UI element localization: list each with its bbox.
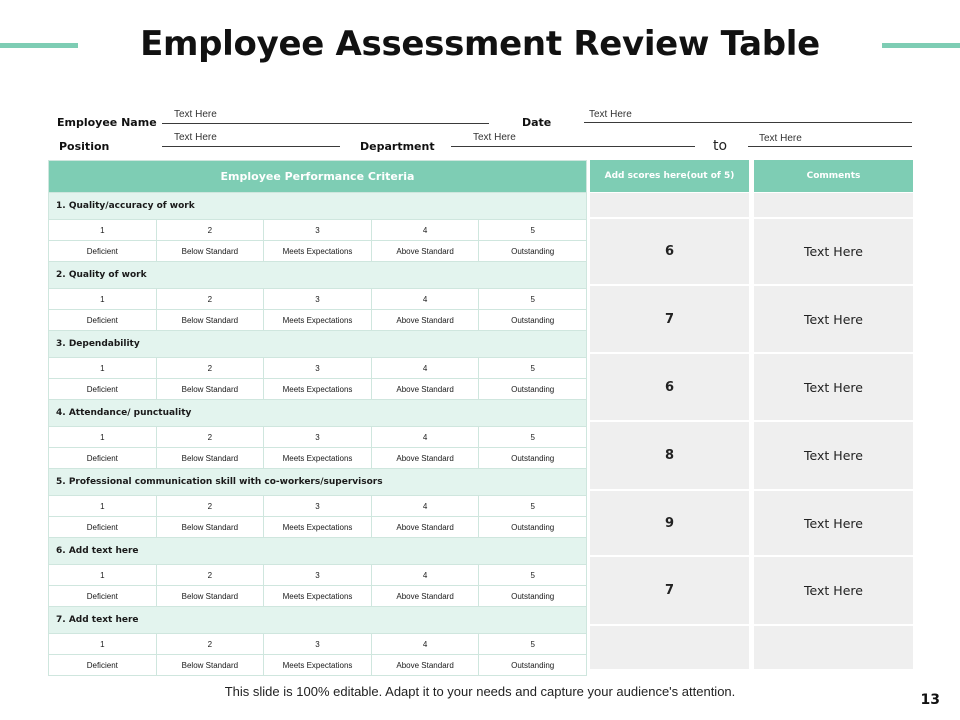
criteria-title: 7. Add text here <box>49 607 587 634</box>
score-value[interactable]: 7 <box>664 311 675 327</box>
scale-label-cell: Outstanding <box>479 241 587 262</box>
scale-label-cell: Below Standard <box>156 241 264 262</box>
comment-value[interactable]: Text Here <box>804 244 863 259</box>
criteria-header: Employee Performance Criteria <box>49 161 587 193</box>
scale-number-cell[interactable]: 4 <box>371 565 479 586</box>
comment-cell <box>754 491 913 555</box>
score-empty-cell <box>590 193 749 217</box>
scale-label-row <box>49 448 587 469</box>
scale-label-cell: Outstanding <box>479 586 587 607</box>
scale-label-cell: Below Standard <box>156 655 264 676</box>
criteria-section-row <box>49 538 587 565</box>
criteria-table <box>48 160 587 676</box>
to-value[interactable]: Text Here <box>759 133 802 144</box>
scale-number-cell[interactable]: 5 <box>479 358 587 379</box>
criteria-section-row <box>49 400 587 427</box>
scale-label-cell: Above Standard <box>371 586 479 607</box>
scale-label-cell: Below Standard <box>156 379 264 400</box>
scale-number-cell[interactable]: 1 <box>49 496 157 517</box>
criteria-section-row <box>49 469 587 496</box>
criteria-title: 4. Attendance/ punctuality <box>49 400 587 427</box>
footer-note: This slide is 100% editable. Adapt it to your needs and capture your audience's attention. <box>224 684 736 699</box>
scale-number-cell[interactable]: 2 <box>156 496 264 517</box>
comment-cell <box>754 354 913 420</box>
score-value[interactable]: 6 <box>664 379 675 395</box>
department-value[interactable]: Text Here <box>473 132 516 143</box>
scale-label-cell: Below Standard <box>156 448 264 469</box>
scale-label-cell: Below Standard <box>156 517 264 538</box>
page-number: 13 <box>920 692 940 708</box>
score-cell <box>590 354 749 420</box>
scale-number-cell[interactable]: 2 <box>156 358 264 379</box>
scale-number-cell[interactable]: 4 <box>371 220 479 241</box>
scale-label-cell: Above Standard <box>371 448 479 469</box>
scale-label-cell: Meets Expectations <box>264 517 372 538</box>
score-cell <box>590 422 749 489</box>
score-cell <box>590 557 749 624</box>
scale-label-cell: Deficient <box>49 241 157 262</box>
scale-label-row <box>49 379 587 400</box>
scale-label-row <box>49 586 587 607</box>
scale-label-cell: Deficient <box>49 586 157 607</box>
scores-header: Add scores here(out of 5) <box>590 160 749 192</box>
scale-label-cell: Outstanding <box>479 310 587 331</box>
scale-number-row <box>49 496 587 517</box>
scale-label-cell: Outstanding <box>479 379 587 400</box>
scale-label-cell: Deficient <box>49 379 157 400</box>
scale-number-cell[interactable]: 3 <box>264 427 372 448</box>
comments-column <box>754 193 913 669</box>
comment-empty-cell <box>754 626 913 669</box>
scale-number-cell[interactable]: 5 <box>479 427 587 448</box>
to-label: to <box>713 138 728 154</box>
criteria-section-row <box>49 193 587 220</box>
scale-label-cell: Meets Expectations <box>264 379 372 400</box>
scale-number-cell[interactable]: 1 <box>49 289 157 310</box>
scale-label-row <box>49 517 587 538</box>
scale-number-cell[interactable]: 2 <box>156 289 264 310</box>
comment-value[interactable]: Text Here <box>804 583 863 598</box>
scale-label-cell: Meets Expectations <box>264 655 372 676</box>
comment-cell <box>754 219 913 284</box>
score-value[interactable]: 9 <box>664 515 675 531</box>
date-value[interactable]: Text Here <box>589 109 632 120</box>
position-line <box>162 146 340 147</box>
score-value[interactable]: 8 <box>664 448 675 463</box>
employee-name-line <box>162 123 489 124</box>
scale-number-cell[interactable]: 5 <box>479 634 587 655</box>
scale-number-cell[interactable]: 3 <box>264 565 372 586</box>
scale-number-cell[interactable]: 1 <box>49 427 157 448</box>
criteria-title: 1. Quality/accuracy of work <box>49 193 587 220</box>
scale-number-row <box>49 289 587 310</box>
scale-number-cell[interactable]: 3 <box>264 634 372 655</box>
position-label: Position <box>59 140 110 153</box>
criteria-title: 5. Professional communication skill with co-workers/supervisors <box>49 469 587 496</box>
scale-number-cell[interactable]: 3 <box>264 220 372 241</box>
employee-name-value[interactable]: Text Here <box>174 109 217 120</box>
scale-number-cell[interactable]: 4 <box>371 289 479 310</box>
score-value[interactable]: 6 <box>664 244 675 259</box>
comment-value[interactable]: Text Here <box>804 379 863 395</box>
page-title: Employee Assessment Review Table <box>140 24 820 64</box>
criteria-section-row <box>49 331 587 358</box>
scale-label-row <box>49 655 587 676</box>
scale-label-cell: Below Standard <box>156 586 264 607</box>
criteria-title: 6. Add text here <box>49 538 587 565</box>
scale-number-cell[interactable]: 2 <box>156 427 264 448</box>
scale-number-cell[interactable]: 3 <box>264 496 372 517</box>
scale-number-cell[interactable]: 4 <box>371 427 479 448</box>
criteria-section-row <box>49 607 587 634</box>
scale-label-row <box>49 241 587 262</box>
date-line <box>584 122 912 123</box>
scale-number-cell[interactable]: 1 <box>49 634 157 655</box>
scale-label-cell: Above Standard <box>371 379 479 400</box>
scale-number-cell[interactable]: 4 <box>371 496 479 517</box>
scale-label-cell: Deficient <box>49 448 157 469</box>
criteria-title: 2. Quality of work <box>49 262 587 289</box>
scale-label-cell: Deficient <box>49 655 157 676</box>
score-value[interactable]: 7 <box>664 583 675 598</box>
scale-label-cell: Outstanding <box>479 517 587 538</box>
department-line <box>451 146 695 147</box>
score-cell <box>590 286 749 352</box>
scale-number-cell[interactable]: 1 <box>49 358 157 379</box>
to-line <box>748 146 912 147</box>
scale-number-cell[interactable]: 3 <box>264 289 372 310</box>
comments-header: Comments <box>754 160 913 192</box>
comment-cell <box>754 286 913 352</box>
score-cell <box>590 219 749 284</box>
scale-number-cell[interactable]: 5 <box>479 565 587 586</box>
score-cell <box>590 491 749 555</box>
score-empty-cell <box>590 626 749 669</box>
scores-column <box>590 193 749 669</box>
scale-label-cell: Above Standard <box>371 517 479 538</box>
comment-cell <box>754 557 913 624</box>
scale-number-row <box>49 220 587 241</box>
scale-number-cell[interactable]: 1 <box>49 220 157 241</box>
criteria-section-row <box>49 262 587 289</box>
scale-number-cell[interactable]: 1 <box>49 565 157 586</box>
scale-number-cell[interactable]: 4 <box>371 358 479 379</box>
scale-label-cell: Deficient <box>49 517 157 538</box>
scale-number-row <box>49 427 587 448</box>
scale-label-cell: Deficient <box>49 310 157 331</box>
department-label: Department <box>360 140 435 153</box>
criteria-header-row <box>49 161 587 193</box>
scale-number-row <box>49 358 587 379</box>
date-label: Date <box>522 116 552 129</box>
scale-number-cell[interactable]: 2 <box>156 565 264 586</box>
criteria-title: 3. Dependability <box>49 331 587 358</box>
scale-number-cell[interactable]: 3 <box>264 358 372 379</box>
comment-value[interactable]: Text Here <box>804 311 863 327</box>
scale-label-cell: Meets Expectations <box>264 448 372 469</box>
scale-number-cell[interactable]: 5 <box>479 220 587 241</box>
comment-empty-cell <box>754 193 913 217</box>
scale-label-cell: Above Standard <box>371 655 479 676</box>
scale-number-cell[interactable]: 4 <box>371 634 479 655</box>
scale-number-cell[interactable]: 5 <box>479 289 587 310</box>
scale-label-cell: Meets Expectations <box>264 310 372 331</box>
scale-number-row <box>49 565 587 586</box>
scale-number-cell[interactable]: 2 <box>156 634 264 655</box>
scale-number-cell[interactable]: 5 <box>479 496 587 517</box>
scale-label-cell: Above Standard <box>371 310 479 331</box>
scale-label-cell: Meets Expectations <box>264 586 372 607</box>
scale-label-cell: Below Standard <box>156 310 264 331</box>
comment-value[interactable]: Text Here <box>804 515 863 531</box>
comment-value[interactable]: Text Here <box>804 448 863 463</box>
scale-label-cell: Above Standard <box>371 241 479 262</box>
scale-label-cell: Outstanding <box>479 655 587 676</box>
comment-cell <box>754 422 913 489</box>
scale-number-row <box>49 634 587 655</box>
scale-label-cell: Outstanding <box>479 448 587 469</box>
position-value[interactable]: Text Here <box>174 132 217 143</box>
scale-number-cell[interactable]: 2 <box>156 220 264 241</box>
scale-label-row <box>49 310 587 331</box>
employee-name-label: Employee Name <box>57 116 157 129</box>
scale-label-cell: Meets Expectations <box>264 241 372 262</box>
